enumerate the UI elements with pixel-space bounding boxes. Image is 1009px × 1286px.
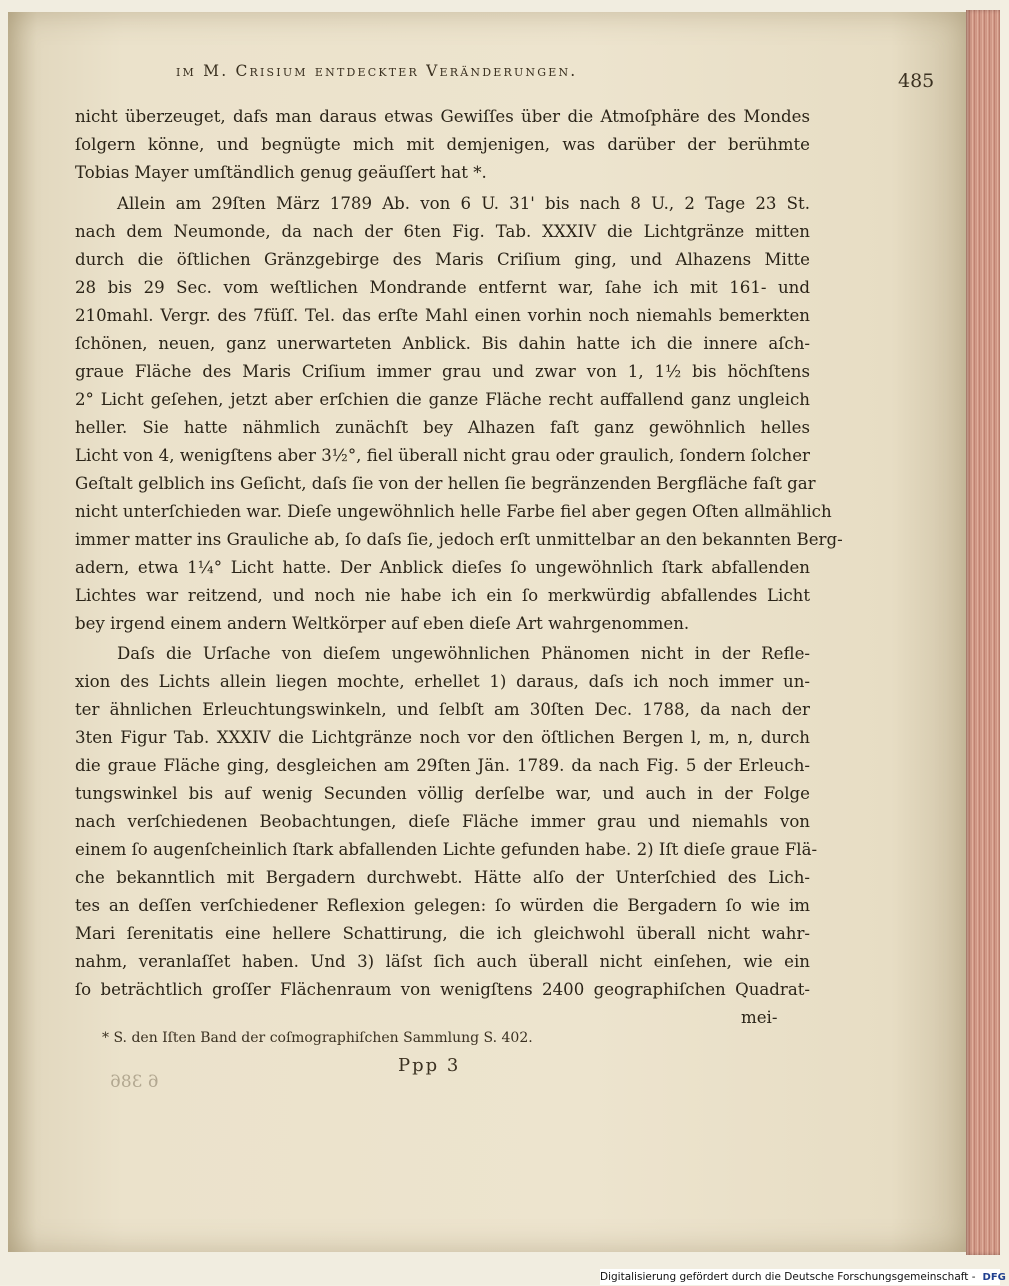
credit-text: Digitalisierung gefördert durch die Deutsche Forschungsgemeinschaft - bbox=[600, 1271, 976, 1283]
text-line: nach dem Neumonde, da nach der 6ten Fig. Tab. XXXIV die Lichtgränze mitten bbox=[75, 222, 810, 241]
text-line: 28 bis 29 Sec. vom weſtlichen Mondrande entfernt war, ſahe ich mit 161- und bbox=[75, 278, 810, 297]
text-line: adern, etwa 1¼° Licht hatte. Der Anblick dieſes ſo ungewöhnlich ſtark abfallenden bbox=[75, 558, 810, 577]
text-line: Allein am 29ſten März 1789 Ab. von 6 U. 31' bis nach 8 U., 2 Tage 23 St. bbox=[117, 194, 810, 213]
text-line: nicht unterſchieden war. Dieſe ungewöhnlich helle Farbe fiel aber gegen Oſten allmählich bbox=[75, 502, 832, 521]
text-line: die graue Fläche ging, desgleichen am 29ſten Jän. 1789. da nach Fig. 5 der Erleuch- bbox=[75, 756, 810, 775]
text-line: 210mahl. Vergr. des 7füſſ. Tel. das erſte Mahl einen vorhin noch niemahls bemerkten bbox=[75, 306, 810, 325]
text-line: Tobias Mayer umſtändlich genug geäuſſert hat *. bbox=[75, 163, 487, 182]
text-line: xion des Lichts allein liegen mochte, erhellet 1) daraus, daſs ich noch immer un- bbox=[75, 672, 810, 691]
text-line: Licht von 4, wenigſtens aber 3½°, fiel überall nicht grau oder graulich, ſondern ſolcher bbox=[75, 446, 810, 465]
text-line: 3ten Figur Tab. XXXIV die Lichtgränze noch vor den öſtlichen Bergen l, m, n, durch bbox=[75, 728, 810, 747]
catchword: mei- bbox=[741, 1008, 778, 1027]
text-line: einem ſo augenſcheinlich ſtark abfallenden Lichte gefunden habe. 2) Iſt dieſe graue Flä- bbox=[75, 840, 818, 859]
text-line: Geſtalt gelblich ins Geſicht, daſs ſie von der hellen ſie begränzenden Bergfläche faſt gar bbox=[75, 474, 816, 493]
page-edge bbox=[966, 10, 1000, 1255]
text-line: tungswinkel bis auf wenig Secunden völlig derſelbe war, und auch in der Folge bbox=[75, 784, 810, 803]
text-line: heller. Sie hatte nähmlich zunächſt bey Alhazen faſt ganz gewöhnlich helles bbox=[75, 418, 810, 437]
text-line: nicht überzeuget, dafs man daraus etwas Gewiſſes über die Atmoſphäre des Mondes bbox=[75, 107, 810, 126]
text-line: nach verſchiedenen Beobachtungen, dieſe Fläche immer grau und niemahls von bbox=[75, 812, 810, 831]
text-line: nahm, veranlaſſet haben. Und 3) läſst ſich auch überall nicht einſehen, wie ein bbox=[75, 952, 810, 971]
text-line: ſo beträchtlich groſſer Flächenraum von wenigſtens 2400 geographiſchen Quadrat- bbox=[75, 980, 810, 999]
text-line: immer matter ins Grauliche ab, ſo daſs ſie, jedoch erſt unmittelbar an den bekannten Berg- bbox=[75, 530, 843, 549]
text-line: graue Fläche des Maris Criſium immer grau und zwar von 1, 1½ bis höchſtens bbox=[75, 362, 810, 381]
text-line: Daſs die Urſache von dieſem ungewöhnlichen Phänomen nicht in der Refle- bbox=[117, 644, 810, 663]
credit-bar bbox=[600, 1269, 1006, 1285]
text-line: tes an deſſen verſchiedener Reflexion gelegen: ſo würden die Bergadern ſo wie im bbox=[75, 896, 810, 915]
running-head: im M. Crisium entdeckter Veränderungen. bbox=[176, 62, 578, 80]
signature-mark: Ppp 3 bbox=[398, 1055, 461, 1076]
bleed-through-text: 6 386 bbox=[110, 1072, 159, 1092]
text-line: Mari ſerenitatis eine hellere Schattirung, die ich gleichwohl überall nicht wahr- bbox=[75, 924, 810, 943]
text-line: che bekanntlich mit Bergadern durchwebt. Hätte alſo der Unterſchied des Lich- bbox=[75, 868, 810, 887]
page-number: 485 bbox=[898, 70, 935, 92]
text-line: ſolgern könne, und begnügte mich mit demjenigen, was darüber der berühmte bbox=[75, 135, 810, 154]
text-line: bey irgend einem andern Weltkörper auf eben dieſe Art wahrgenommen. bbox=[75, 614, 690, 633]
dfg-logo: DFG bbox=[982, 1272, 1006, 1283]
text-line: Lichtes war reitzend, und noch nie habe ich ein ſo merkwürdig abfallendes Licht bbox=[75, 586, 810, 605]
text-line: ſchönen, neuen, ganz unerwarteten Anblick. Bis dahin hatte ich die innere aſch- bbox=[75, 334, 810, 353]
text-line: durch die öſtlichen Gränzgebirge des Maris Criſium ging, und Alhazens Mitte bbox=[75, 250, 810, 269]
footnote: * S. den Iſten Band der coſmographiſchen Sammlung S. 402. bbox=[102, 1030, 533, 1046]
text-line: ter ähnlichen Erleuchtungswinkeln, und ſelbſt am 30ſten Dec. 1788, da nach der bbox=[75, 700, 810, 719]
text-line: 2° Licht geſehen, jetzt aber erſchien die ganze Fläche recht auffallend ganz ungleich bbox=[75, 390, 810, 409]
